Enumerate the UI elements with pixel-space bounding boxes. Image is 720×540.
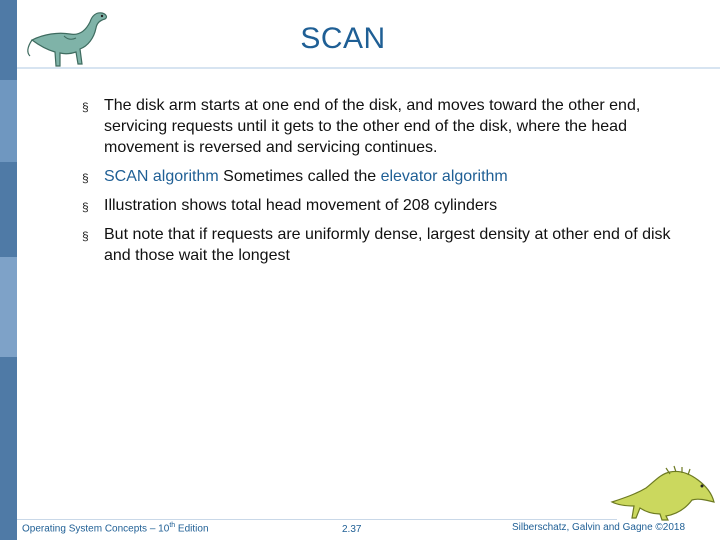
bullet-marker: § [82,100,89,114]
highlighted-term: elevator algorithm [380,168,508,185]
highlighted-term: SCAN algorithm [104,168,219,185]
footer-divider [17,519,617,520]
bullet-list [78,95,698,274]
page-title: SCAN [300,22,386,55]
sidebar-stripe [0,0,17,540]
list-item [78,166,698,187]
sidebar-segment [0,0,17,80]
sidebar-segment [0,357,17,540]
bullet-marker: § [82,229,89,243]
footer-authors: Silberschatz, Galvin and Gagne ©2018 [512,522,686,533]
bullet-text: But note that if requests are uniformly dense, largest density at other end of disk and those wait the longest [104,226,671,264]
sidebar-segment [0,257,17,357]
page-number: 2.37 [342,524,362,535]
bullet-text: The disk arm starts at one end of the disk, and moves toward the other end, servicing requests until it gets to the other end of the disk, where the head movement is reversed and servicing continues. [104,97,641,156]
list-item [78,224,698,266]
sidebar-segment [0,162,17,257]
list-item [78,95,698,158]
bullet-text: Sometimes called the [218,168,381,185]
bullet-marker: § [82,171,89,185]
sidebar-segment [0,80,17,162]
title-divider [17,67,720,69]
bullet-marker: § [82,200,89,214]
footer-book-title: Operating System Concepts – 10th Edition [22,522,209,535]
list-item [78,195,698,216]
dinosaur-logo-icon [606,462,718,522]
bullet-text: Illustration shows total head movement of 208 cylinders [104,197,498,214]
dinosaur-logo-icon [24,6,116,70]
